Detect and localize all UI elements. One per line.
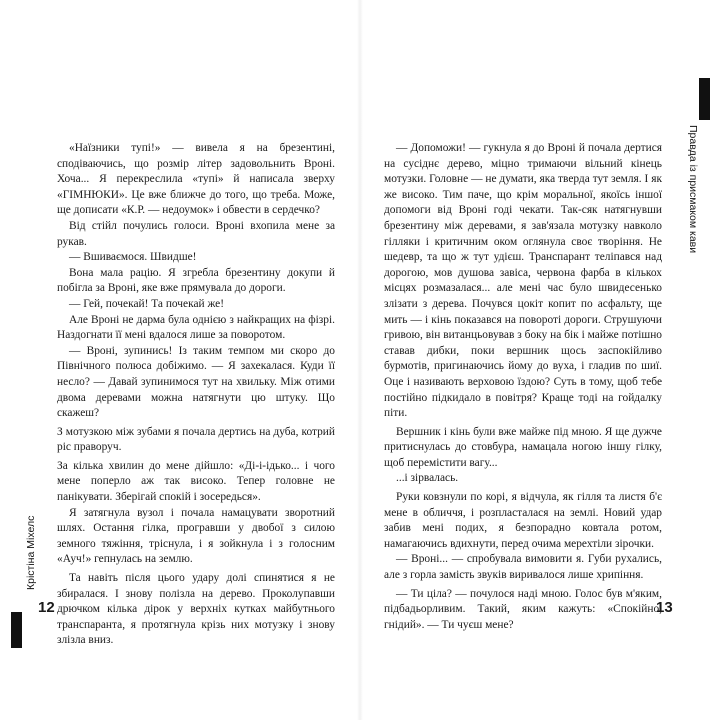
- left-text-column: [57, 141, 335, 649]
- paragraph: Руки ковзнули по корі, я відчула, як гілля та листя б'є мене в обличчя, і розпласталася на землі. Новий удар забив мені подих, я безпорадно ковтала ротом, намагаючись вдихнути, перед очима мерехтіли зірочки.: [384, 491, 662, 550]
- decorative-bar: [11, 612, 22, 648]
- paragraph: За кілька хвилин до мене дійшло: «Ді-і-ідько... і чого мене поперло аж так високо. Тепер головне не панікувати. Зберігай спокій і зосередься».: [57, 459, 335, 504]
- paragraph: — Допоможи! — гукнула я до Вроні й почала дертися на сусіднє дерево, міцно тримаючи вільний кінець мотузки. Головне — не думати, яка тверда тут земля. І як же високо. Тим паче, що крім моральної, якоїсь іншої допомоги від Вроні годі чекати. Так-сяк натягнувши брезентину між деревами, я зав'язала мотузку навколо гілляки і критичним оком оглянула своє творіння. Не шедевр, та що ж тут удієш. Транспарант теліпався над дорогою, мов душова завіса, червона фарба в кількох місцях розмазалася... але мені час було швидесенько злізати з дерева. Почувся цокіт копит по асфальту, ще мить — і кінь показався на повороті дороги. Струшуючи гривою, він витанцьовував з боку на бік і майже потішно ставав дибки, поки вершник щось заспокійливо бурмотів, пригинаючись йому до вуха, і гладив по шиї. Оце і називають верховою їздою? Суть в тому, щоб тебе постійно підкидало в повітря? Краще тоді на гойдалку піти.: [384, 142, 662, 420]
- right-page: [360, 0, 720, 720]
- paragraph: З мотузкою між зубами я почала дертись на дуба, котрий ріс праворуч.: [57, 425, 335, 454]
- running-head-author: Крістіна Міхелс: [25, 515, 37, 590]
- paragraph: Вершник і кінь були вже майже під мною. Я ще дужче притиснулась до стовбура, намацала ногою іншу гілку, щоб перемістити вагу...: [384, 425, 662, 469]
- paragraph: — Вроні, зупинись! Із таким темпом ми скоро до Північного полюса добіжимо. — Я захекалася. Куди її несло? — Давай зупинимося тут на хвильку. Між отими двома деревами можна натягнути цю штуку. Що скажеш?: [57, 344, 335, 420]
- paragraph: — Гей, почекай! Та почекай же!: [69, 297, 225, 310]
- paragraph: Я затягнула вузол і почала намацувати зворотний шлях. Остання гілка, програвши у двобої з силою земного тяжіння, тріснула, і я зойкнула і з голосним «Ауч!» гепнулась на землю.: [57, 506, 335, 566]
- paragraph: ...і зірвалась.: [396, 472, 459, 485]
- paragraph: — Ти ціла? — почулося наді мною. Голос був м'яким, підбадьорливим. Такий, яким кажуть: «Спокійно, гнідий». — Ти чуєш мене?: [384, 587, 662, 631]
- decorative-bar: [699, 78, 710, 120]
- paragraph: Вона мала рацію. Я згребла брезентину докупи й побігла за Вроні, яке вже прямувала до дороги.: [57, 266, 335, 295]
- paragraph: Від стійл почулись голоси. Вроні вхопила мене за рукав.: [57, 219, 335, 248]
- page-number: 12: [38, 599, 55, 616]
- running-head-title: Правда із присмаком кави: [687, 125, 699, 254]
- paragraph: Але Вроні не дарма була однією з найкращих на фізрі. Наздогнати її мені вдалося лише за поворотом.: [57, 313, 335, 342]
- paragraph: — Вроні... — спробувала вимовити я. Губи рухались, але з горла замість звуків виривалося лише хрипіння.: [384, 553, 662, 582]
- paragraph: Та навіть після цього удару долі спинятися я не збиралася. І знову полізла на дерево. Проколупавши дрючком кілька дірок у верхніх кутках майбутнього транспаранта, я протягнула крізь них мотузку і знову злізла вниз.: [57, 572, 335, 647]
- page-number: 13: [656, 599, 673, 616]
- paragraph: — Вшиваємося. Швидше!: [69, 251, 197, 264]
- paragraph: «Наїзники тупі!» — вивела я на брезентині, сподіваючись, що розмір літер задовольнить Вроні. Хоча... Я перекреслила «тупі» й написала зверху «ГІМНЮКИ». Це вже ближче до того, що треба. Може, ще дописати «К.Р. — недоумок» і обвести в сердечко?: [57, 142, 335, 217]
- right-text-column: [384, 141, 662, 633]
